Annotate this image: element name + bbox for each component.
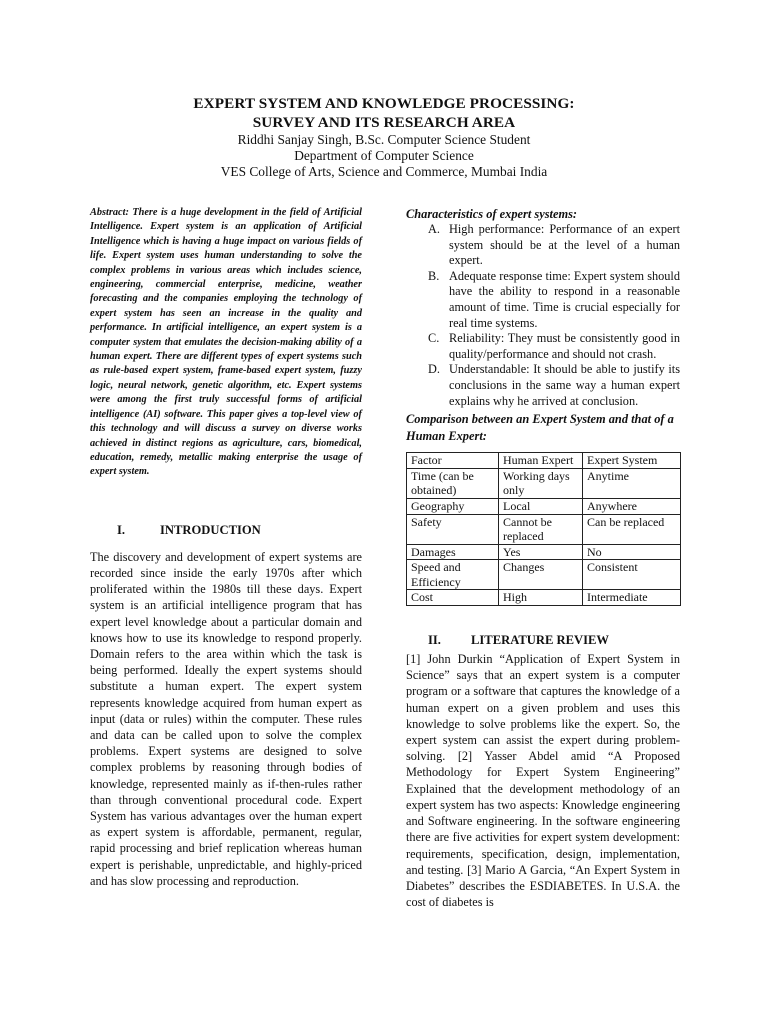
table-header-row	[407, 453, 681, 469]
literature-heading	[428, 632, 680, 648]
paper-title-line-1: EXPERT SYSTEM AND KNOWLEDGE PROCESSING:	[193, 95, 575, 112]
table-row	[407, 590, 681, 606]
introduction-heading	[117, 522, 362, 538]
table-row	[407, 514, 681, 544]
table-row	[407, 560, 681, 590]
author-department: Department of Computer Science	[294, 148, 474, 163]
table-row	[407, 544, 681, 560]
header-cell: Expert System	[583, 453, 681, 469]
table-cell: Cannot be replaced	[499, 514, 583, 544]
list-marker: C.	[428, 331, 440, 346]
table-cell: High	[499, 590, 583, 606]
table-cell: Intermediate	[583, 590, 681, 606]
author-college: VES College of Arts, Science and Commerce, Mumbai India	[220, 164, 548, 179]
literature-body: [1] John Durkin “Application of Expert System in Science” says that an expert system is a computer program or a software that captures the knowledge of a human expert on a given problem and uses this knowledge to solve problems like the expert. So, the expert system can assist the expert during problem-solving. [2] Yasser Abdel amid “A Proposed Methodology for Expert System Engineering” Explained that the development methodology of an expert system has two aspects: Knowledge engineering and Software engineering. In the software engineering there are five activities for expert system development: requirements, specification, design, implementation, and testing. [3] Mario A Garcia, “An Expert System in Diabetes” describes the ESDIABETES. In U.S.A. the cost of diabetes is	[406, 652, 680, 910]
table-row	[407, 468, 681, 498]
header-cell: Human Expert	[499, 453, 583, 469]
table-cell: Cost	[407, 590, 499, 606]
comparison-table	[406, 452, 681, 606]
list-item	[428, 362, 680, 409]
table-cell: Yes	[499, 544, 583, 560]
list-item-text: Reliability: They must be consistently good in quality/performance and should not crash.	[449, 331, 680, 361]
table-cell: Damages	[407, 544, 499, 560]
header-cell: Factor	[407, 453, 499, 469]
author-name: Riddhi Sanjay Singh, B.Sc. Computer Science Student	[237, 132, 531, 147]
right-column	[406, 206, 680, 910]
list-item-text: High performance: Performance of an expert system should be at the level of a human expert.	[449, 222, 680, 268]
characteristics-list	[428, 222, 680, 409]
literature-title: LITERATURE REVIEW	[471, 633, 609, 648]
left-column	[90, 206, 362, 889]
table-cell: Working days only	[499, 468, 583, 498]
list-marker: A.	[428, 222, 440, 236]
table-cell: Anywhere	[583, 498, 681, 514]
introduction-title: INTRODUCTION	[160, 522, 261, 537]
abstract: Abstract: There is a huge development in the field of Artificial Intelligence. Expert system is an application of Artificial Intelligence which is having a huge impact on various fields of life. Expert system uses human understanding to solve the complex problems in various areas which includes science, engineering, commercial enterprise, medicine, weather forecasting and the companies employing the technology of expert system has seen an increase in the quality and performance. In artificial intelligence, an expert system is a computer system that emulates the decision-making ability of a human expert. There are different types of expert systems such as rule-based expert system, frame-based expert system, fuzzy logic, neural network, genetic algorithm, etc. Expert systems were among the first truly successful forms of artificial intelligence (AI) software. This paper gives a top-level view of this technology and will discuss a survey on diverse works achieved in distinct regions as agriculture, cars, biomedical, education, remedy, metallic making enterprise the usage of expert system.	[90, 207, 362, 478]
table-cell: Changes	[499, 560, 583, 590]
comparison-heading: Comparison between an Expert System and that of a Human Expert:	[406, 412, 674, 443]
title-block	[0, 94, 768, 180]
list-item-text: Adequate response time: Expert system should have the ability to respond in a reasonable amount of time. Time is crucial especially for real time systems.	[449, 268, 680, 330]
table-cell: Speed and Efficiency	[407, 560, 499, 590]
characteristics-heading: Characteristics of expert systems:	[406, 207, 578, 221]
table-cell: Geography	[407, 498, 499, 514]
table-cell: Time (can be obtained)	[407, 468, 499, 498]
list-marker: D.	[428, 362, 440, 377]
literature-number: II.	[428, 633, 441, 648]
list-item	[428, 269, 680, 331]
table-cell: No	[583, 544, 681, 560]
introduction-number: I.	[117, 522, 126, 537]
list-marker: B.	[428, 268, 440, 283]
table-cell: Anytime	[583, 468, 681, 498]
table-cell: Safety	[407, 514, 499, 544]
table-row	[407, 498, 681, 514]
list-item-text: Understandable: It should be able to justify its conclusions in the same way a human expert explains why he arrived at conclusion.	[449, 362, 680, 408]
table-cell: Local	[499, 498, 583, 514]
list-item	[428, 331, 680, 362]
table-cell: Can be replaced	[583, 514, 681, 544]
table-cell: Consistent	[583, 560, 681, 590]
paper-title-line-2: SURVEY AND ITS RESEARCH AREA	[252, 114, 516, 131]
introduction-body: The discovery and development of expert systems are recorded since inside the early 1970s after which proliferated within the 1980s till these days. Expert system is an artificial intelligence program that has expert level knowledge about a particular domain and knows how to use its knowledge to respond properly. Domain refers to the area within which the task is being performed. Ideally the expert systems should substitute a human expert. The expert system represents knowledge acquired from human expert as input (data or rules) within the computer. These rules and data can be called upon to solve the complex problems. Expert systems are designed to solve complex problems by reasoning through bodies of knowledge, represented mainly as if-then-rules rather than through conventional procedural code. Expert System has various advantages over the human expert as expert system is affordable, permanent, regular, rapid processing and brief replication whereas human expert is perishable, unpredictable, and highly-priced and has slow processing and reproduction.	[90, 549, 362, 888]
list-item	[428, 222, 680, 269]
